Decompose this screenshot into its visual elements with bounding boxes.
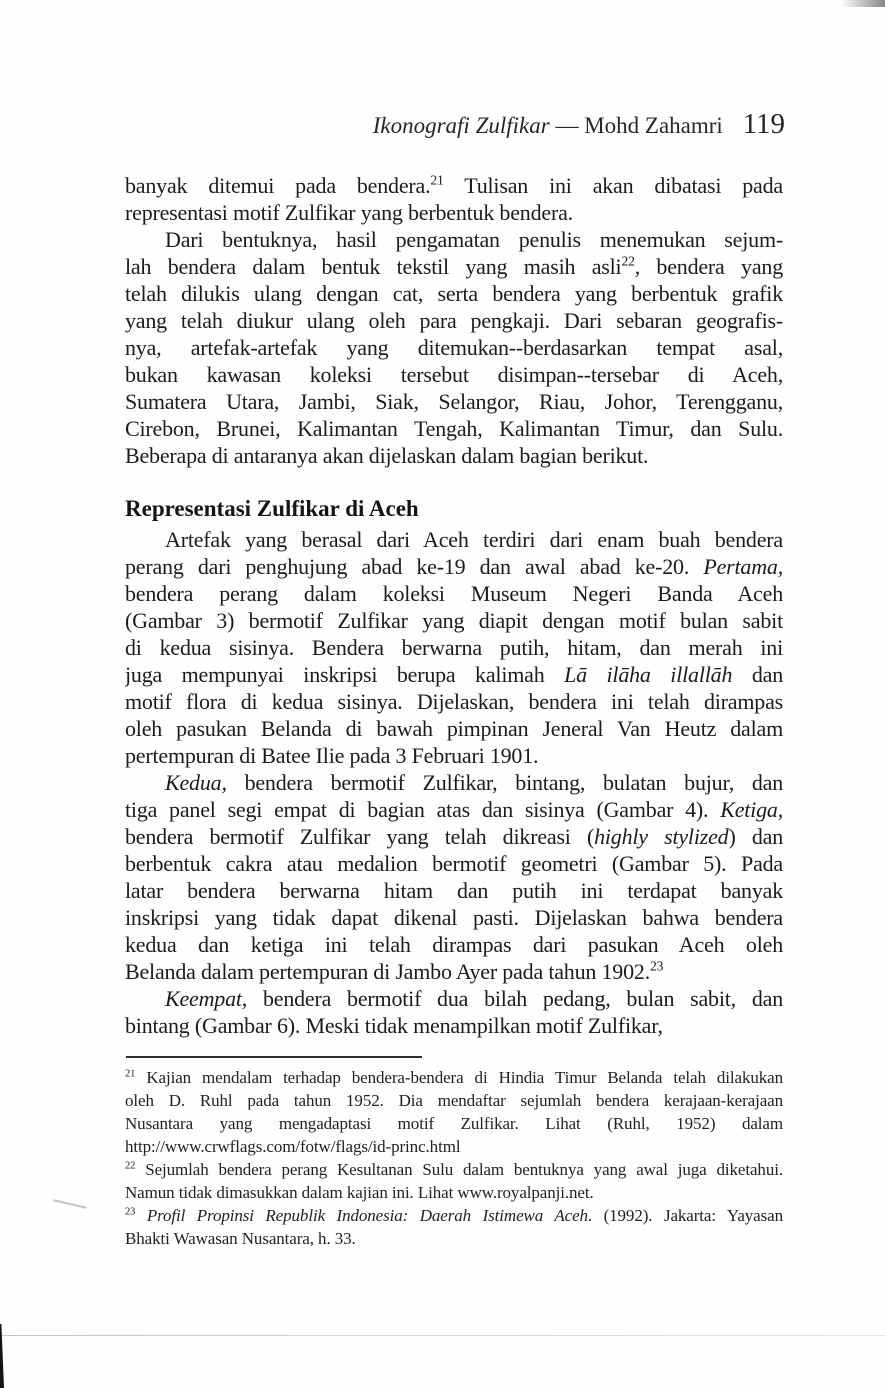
footnote-line: $^{23}$ Profil Propinsi Republik Indonesia: Daerah Istimewa Aceh. (1992). Jakarta: Yayasan [125,1206,783,1225]
text-line: inskripsi yang tidak dapat dikenal pasti. Dijelaskan bahwa bendera [125,905,783,930]
paragraph [125,769,783,985]
scan-edge-artifact [0,1324,4,1388]
text-line: pertempuran di Batee Ilie pada 3 Februari 1901. [125,743,539,768]
text-line: tiga panel segi empat di bagian atas dan sisinya (Gambar 4). Ketiga, [125,797,783,822]
text-line: Belanda dalam pertempuran di Jambo Ayer pada tahun 1902.23 [125,958,664,984]
text-line: oleh pasukan Belanda di bawah pimpinan Jeneral Van Heutz dalam [125,716,783,741]
footnote-line: Namun tidak dimasukkan dalam kajian ini. Lihat www.royalpanji.net. [125,1183,594,1202]
text-line: kedua dan ketiga ini telah dirampas dari pasukan Aceh oleh [125,932,783,957]
text-line: bendera perang dalam koleksi Museum Negeri Banda Aceh [125,581,783,606]
section-heading: Representasi Zulfikar di Aceh [125,496,419,521]
text-line: latar bendera berwarna hitam dan putih ini terdapat banyak [125,878,783,903]
scan-fold-line [0,1335,885,1336]
footnote-line: Nusantara yang mengadaptasi motif Zulfikar. Lihat (Ruhl, 1952) dalam [125,1114,783,1133]
footnote [125,1066,783,1158]
footnote-line: Bhakti Wawasan Nusantara, h. 33. [125,1229,356,1248]
running-title: Ikonografi Zulfikar [372,113,550,138]
text-line: banyak ditemui pada bendera.$^{21}$ Tulisan ini akan dibatasi pada [125,172,783,198]
footnote-line: $^{21}$ Kajian mendalam terhadap bendera-bendera di Hindia Timur Belanda telah dilakukan [125,1068,783,1087]
text-line: yang telah diukur ulang oleh para pengkaji. Dari sebaran geografis- [125,308,783,333]
text-line: Sumatera Utara, Jambi, Siak, Selangor, Riau, Johor, Terengganu, [125,389,783,414]
paragraph [125,172,783,226]
text-line: juga mempunyai inskripsi berupa kalimah Lā ilāha illallāh dan [125,662,783,687]
text-line: Kedua, bendera bermotif Zulfikar, bintang, bulatan bujur, dan [165,770,783,795]
text-line: nya, artefak-artefak yang ditemukan--berdasarkan tempat asal, [125,335,783,360]
footnote-line: oleh D. Ruhl pada tahun 1952. Dia mendaftar sejumlah bendera kerajaan-kerajaan [125,1091,783,1110]
page-number: 119 [742,108,785,140]
footnote-line: http://www.crwflags.com/fotw/flags/id-princ.html [125,1137,461,1156]
text-line: Artefak yang berasal dari Aceh terdiri dari enam buah bendera [165,527,783,552]
text-line: Keempat, bendera bermotif dua bilah pedang, bulan sabit, dan [165,986,783,1011]
footnotes-column [125,1066,783,1250]
paragraph [125,526,783,769]
running-header [125,108,785,141]
paragraph [125,985,783,1039]
text-line: bintang (Gambar 6). Meski tidak menampilkan motif Zulfikar, [125,1013,663,1038]
text-line: (Gambar 3) bermotif Zulfikar yang diapit dengan motif bulan sabit [125,608,783,633]
text-line: Beberapa di antaranya akan dijelaskan dalam bagian berikut. [125,443,649,468]
scan-pencil-mark [53,1199,87,1209]
text-line: telah dilukis ulang dengan cat, serta bendera yang berbentuk grafik [125,281,783,306]
footnote [125,1158,783,1204]
running-author: — Mohd Zahamri [555,113,723,138]
text-line: bukan kawasan koleksi tersebut disimpan--tersebar di Aceh, [125,362,783,387]
text-line: di kedua sisinya. Bendera berwarna putih, hitam, dan merah ini [125,635,783,660]
text-line: Cirebon, Brunei, Kalimantan Tengah, Kalimantan Timur, dan Sulu. [125,416,783,441]
text-line: berbentuk cakra atau medalion bermotif geometri (Gambar 5). Pada [125,851,783,876]
text-line: bendera bermotif Zulfikar yang telah dikreasi (highly stylized) dan [125,824,783,849]
body-text-column [125,172,783,1039]
paragraph [125,226,783,469]
footnote [125,1204,783,1250]
text-line: lah bendera dalam bentuk tekstil yang masih asli$^{22}$, bendera yang [125,253,783,279]
text-line: perang dari penghujung abad ke-19 dan awal abad ke-20. Pertama, [125,554,783,579]
scan-smudge-top-right [841,0,885,7]
footnote-separator-rule [126,1056,422,1058]
text-line: Dari bentuknya, hasil pengamatan penulis menemukan sejum- [165,227,783,252]
footnote-line: $^{22}$ Sejumlah bendera perang Kesultanan Sulu dalam bentuknya yang awal juga diketahui. [125,1160,783,1179]
text-line: representasi motif Zulfikar yang berbentuk bendera. [125,200,573,225]
text-line: motif flora di kedua sisinya. Dijelaskan, bendera ini telah dirampas [125,689,783,714]
